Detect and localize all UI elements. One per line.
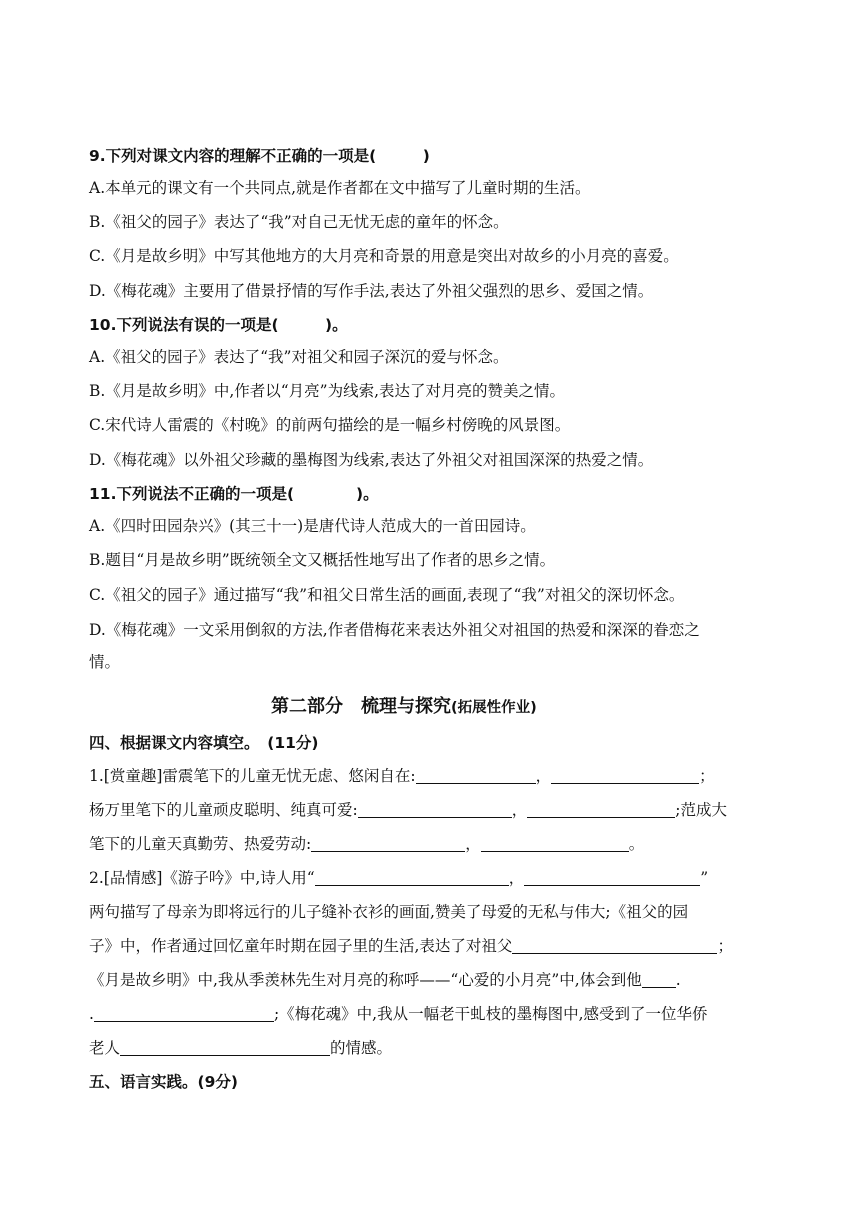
answer-blank[interactable]	[481, 835, 629, 852]
dot: .	[89, 1005, 94, 1023]
fill-item-1-line-1	[89, 766, 715, 786]
question-9-option-c: C.《月是故乡明》中写其他地方的大月亮和奇景的用意是突出对故乡的小月亮的喜爱。	[89, 247, 679, 265]
question-10-option-a: A.《祖父的园子》表达了“我”对祖父和园子深沉的爱与怀念。	[89, 348, 509, 366]
answer-blank[interactable]	[551, 767, 699, 784]
question-9-title: 9.下列对课文内容的理解不正确的一项是( )	[89, 147, 430, 165]
answer-blank[interactable]	[358, 801, 512, 818]
section-five-heading: 五、语言实践。(9分)	[89, 1073, 238, 1091]
question-9-option-a: A.本单元的课文有一个共同点,就是作者都在文中描写了儿童时期的生活。	[89, 179, 591, 197]
fill-item-2-prompt: 2.[品情感]《游子吟》中,诗人用“	[89, 869, 315, 887]
separator: ，	[508, 869, 525, 887]
fill-item-1-prompt-3: ;范成大	[675, 801, 727, 819]
answer-blank[interactable]	[524, 869, 700, 886]
part-two-heading	[271, 692, 537, 718]
fill-item-2-prompt-grandfather: 子》中，作者通过回忆童年时期在园子里的生活,表达了对祖父	[89, 937, 513, 955]
fill-item-1-line-3	[89, 834, 644, 854]
question-10-option-c: C.宋代诗人雷震的《村晚》的前两句描绘的是一幅乡村傍晚的风景图。	[89, 416, 571, 434]
fill-item-2-line-6	[89, 1038, 392, 1058]
answer-blank[interactable]	[94, 1005, 274, 1022]
period: 。	[628, 835, 645, 853]
part-two-subtitle: (拓展性作业)	[451, 700, 537, 716]
fill-item-2-line-4	[89, 970, 681, 990]
fill-item-1-prompt: 1.[赏童趣]雷震笔下的儿童无忧无虑、悠闲自在:	[89, 767, 416, 785]
question-11-option-d: D.《梅花魂》一文采用倒叙的方法,作者借梅花来表达外祖父对祖国的热爱和深深的眷恋之	[89, 621, 700, 639]
answer-blank[interactable]	[120, 1039, 330, 1056]
dot: .	[675, 971, 681, 989]
fill-item-2-prompt-old-man: 老人	[89, 1039, 121, 1057]
answer-blank[interactable]	[315, 869, 509, 886]
question-11-option-d-cont: 情。	[89, 653, 121, 671]
fill-item-2-line-3	[89, 936, 733, 956]
separator: ，	[511, 801, 528, 819]
question-11-option-b: B.题目“月是故乡明”既统领全文又概括性地写出了作者的思乡之情。	[89, 551, 556, 569]
close-quote: ”	[700, 869, 709, 887]
answer-blank[interactable]	[527, 801, 675, 818]
question-11-option-a: A.《四时田园杂兴》(其三十一)是唐代诗人范成大的一首田园诗。	[89, 517, 536, 535]
section-four-heading: 四、根据课文内容填空。 (11分)	[89, 734, 319, 752]
answer-blank[interactable]	[416, 767, 536, 784]
part-two-title: 第二部分 梳理与探究	[271, 696, 451, 717]
fill-item-1-prompt-3-cont: 笔下的儿童天真勤劳、热爱劳动:	[89, 835, 312, 853]
fill-item-1-prompt-2: 杨万里笔下的儿童顽皮聪明、纯真可爱:	[89, 801, 358, 819]
question-11-option-c: C.《祖父的园子》通过描写“我”和祖父日常生活的画面,表现了“我”对祖父的深切怀念。	[89, 586, 685, 604]
fill-item-2-line-5	[89, 1004, 708, 1024]
separator: ；	[717, 937, 733, 955]
question-10-option-d: D.《梅花魂》以外祖父珍藏的墨梅图为线索,表达了外祖父对祖国深深的热爱之情。	[89, 451, 654, 469]
answer-blank[interactable]	[642, 971, 676, 988]
question-11-title: 11.下列说法不正确的一项是( )。	[89, 485, 379, 503]
fill-item-1-line-2	[89, 800, 727, 820]
answer-blank[interactable]	[512, 937, 717, 954]
separator: ；	[699, 767, 715, 785]
fill-item-2-line-1	[89, 868, 708, 888]
separator: ，	[465, 835, 481, 853]
fill-item-2-prompt-moon: 《月是故乡明》中,我从季羡林先生对月亮的称呼——“心爱的小月亮”中,体会到他	[89, 971, 642, 989]
fill-item-2-ending: 的情感。	[330, 1039, 393, 1057]
answer-blank[interactable]	[311, 835, 465, 852]
question-9-option-b: B.《祖父的园子》表达了“我”对自己无忧无虑的童年的怀念。	[89, 213, 509, 231]
fill-item-2-prompt-plum: ;《梅花魂》中,我从一幅老干虬枝的墨梅图中,感受到了一位华侨	[273, 1005, 708, 1023]
fill-item-2-line-2: 两句描写了母亲为即将远行的儿子缝补衣衫的画面,赞美了母爱的无私与伟大;《祖父的园	[89, 903, 689, 921]
question-9-option-d: D.《梅花魂》主要用了借景抒情的写作手法,表达了外祖父强烈的思乡、爱国之情。	[89, 282, 654, 300]
separator: ，	[535, 767, 552, 785]
question-10-option-b: B.《月是故乡明》中,作者以“月亮”为线索,表达了对月亮的赞美之情。	[89, 382, 566, 400]
question-10-title: 10.下列说法有误的一项是( )。	[89, 316, 348, 334]
